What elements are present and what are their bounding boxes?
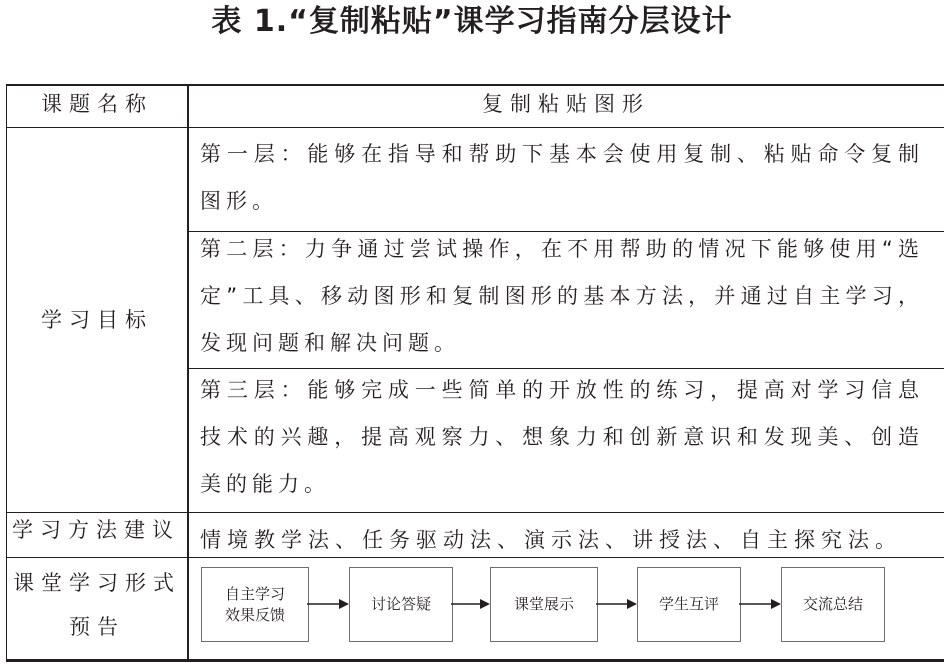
- flow-step-label: 课堂展示: [513, 595, 574, 613]
- row-divider: [6, 127, 944, 128]
- flow-step-summary: [781, 567, 885, 642]
- right-arrow-icon: [739, 597, 781, 611]
- row-divider: [6, 557, 944, 558]
- goal-level-2: 第二层：力争通过尝试操作，在不用帮助的情况下能够使用“选定”工具、移动图形和复制图形的基本方法，并通过自主学习，发现问题和解决问题。: [200, 237, 924, 355]
- topic-value: 复制粘贴图形: [482, 92, 650, 116]
- table-column-divider: [187, 86, 189, 659]
- flow-step-showcase: [490, 567, 598, 642]
- flow-step-label: 效果反馈: [224, 605, 285, 624]
- methods-label: 学习方法建议: [12, 518, 180, 542]
- right-arrow-icon: [596, 597, 637, 611]
- flow-step-label: 交流总结: [802, 595, 863, 613]
- flow-step-discussion: [349, 567, 453, 642]
- goal-level-1: 第一层：能够在指导和帮助下基本会使用复制、粘贴命令复制图形。: [200, 142, 924, 213]
- right-arrow-icon: [451, 597, 490, 611]
- topic-label: 课题名称: [41, 92, 153, 116]
- goals-label: 学习目标: [41, 308, 153, 332]
- flow-step-label: 讨论答疑: [370, 595, 431, 613]
- table-title: 表 1.“复制粘贴”课学习指南分层设计: [211, 4, 733, 39]
- goal-level-3: 第三层：能够完成一些简单的开放性的练习，提高对学习信息技术的兴趣，提高观察力、想象力和创新意识和发现美、创造美的能力。: [200, 378, 924, 496]
- forms-label-line1: 课堂学习形式: [13, 571, 181, 595]
- table-bottom-rule: [6, 659, 944, 662]
- flow-step-label: 学生互评: [658, 595, 719, 613]
- forms-label-line2: 预告: [69, 615, 125, 639]
- methods-value: 情境教学法、任务驱动法、演示法、讲授法、自主探究法。: [200, 528, 902, 552]
- right-arrow-icon: [307, 597, 349, 611]
- flow-step-peer-review: [637, 567, 741, 642]
- flow-step-label: 自主学习: [224, 584, 285, 603]
- flow-step-self-study: [201, 567, 309, 642]
